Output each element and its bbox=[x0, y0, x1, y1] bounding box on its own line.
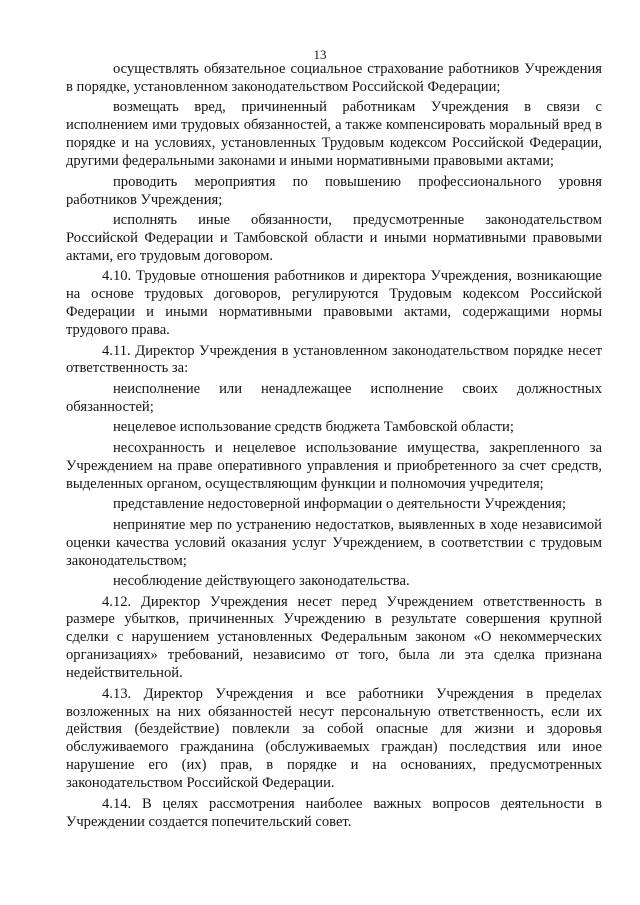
clause-4-12: 4.12. Директор Учреждения несет перед Учреждением ответственность в размере убытков, причиненных Учреждению в результате совершения крупной сделки с нарушением установленных Федеральным законом «О некоммерческих организациях» требований, независимо от того, была ли эта сделка признана недействительной. bbox=[66, 593, 602, 682]
clause-4-14: 4.14. В целях рассмотрения наиболее важных вопросов деятельности в Учреждении создается попечительский совет. bbox=[66, 795, 602, 830]
page-number: 13 bbox=[313, 47, 327, 62]
document-body bbox=[66, 61, 602, 834]
clause-4-13: 4.13. Директор Учреждения и все работники Учреждения в пределах возложенных на них обязанностей несут персональную ответственность, если их действия (бездействие) повлекли за собой опасные для жизни и здоровья обслуживаемого гражданина (обслуживаемых граждан) последствия или иное нарушение его (их) прав, в порядке и на основаниях, предусмотренных законодательством Российской Федерации. bbox=[66, 685, 602, 792]
clause-4-10: 4.10. Трудовые отношения работников и директора Учреждения, возникающие на основе трудовых договоров, регулируются Трудовым кодексом Российской Федерации и иными нормативными правовыми актами, содержащими нормы трудового права. bbox=[66, 268, 602, 339]
paragraph-professional-training: проводить мероприятия по повышению профессионального уровня работников Учреждения; bbox=[66, 173, 602, 208]
paragraph-nonperformance: неисполнение или ненадлежащее исполнение своих должностных обязанностей; bbox=[66, 380, 602, 415]
paragraph-quality-assessment: непринятие мер по устранению недостатков, выявленных в ходе независимой оценки качества условий оказания услуг Учреждением, в соответствии с трудовым законодательством; bbox=[66, 516, 602, 569]
clause-4-11: 4.11. Директор Учреждения в установленном законодательством порядке несет ответственность за: bbox=[66, 342, 602, 377]
paragraph-compensate-harm: возмещать вред, причиненный работникам Учреждения в связи с исполнением ими трудовых обязанностей, а также компенсировать моральный вред в порядке и на условиях, установленных Трудовым кодексом Российской Федерации, другими федеральными законами и иными нормативными правовыми актами; bbox=[66, 99, 602, 170]
paragraph-social-insurance: осуществлять обязательное социальное страхование работников Учреждения в порядке, установленном законодательством Российской Федерации; bbox=[66, 61, 602, 95]
paragraph-law-compliance: несоблюдение действующего законодательства. bbox=[113, 573, 410, 589]
paragraph-other-duties: исполнять иные обязанности, предусмотренные законодательством Российской Федерации и Тамбовской области и иными нормативными правовыми актами, его трудовым договором. bbox=[66, 212, 602, 264]
paragraph-false-information: представление недостоверной информации о деятельности Учреждения; bbox=[113, 496, 566, 513]
paragraph-property-safety: несохранность и нецелевое использование имущества, закрепленного за Учреждением на праве оперативного управления и приобретенного за счет средств, выделенных органом, осуществляющим функции и полномочия учредителя; bbox=[66, 439, 602, 492]
paragraph-budget-misuse: нецелевое использование средств бюджета Тамбовской области; bbox=[113, 419, 514, 436]
